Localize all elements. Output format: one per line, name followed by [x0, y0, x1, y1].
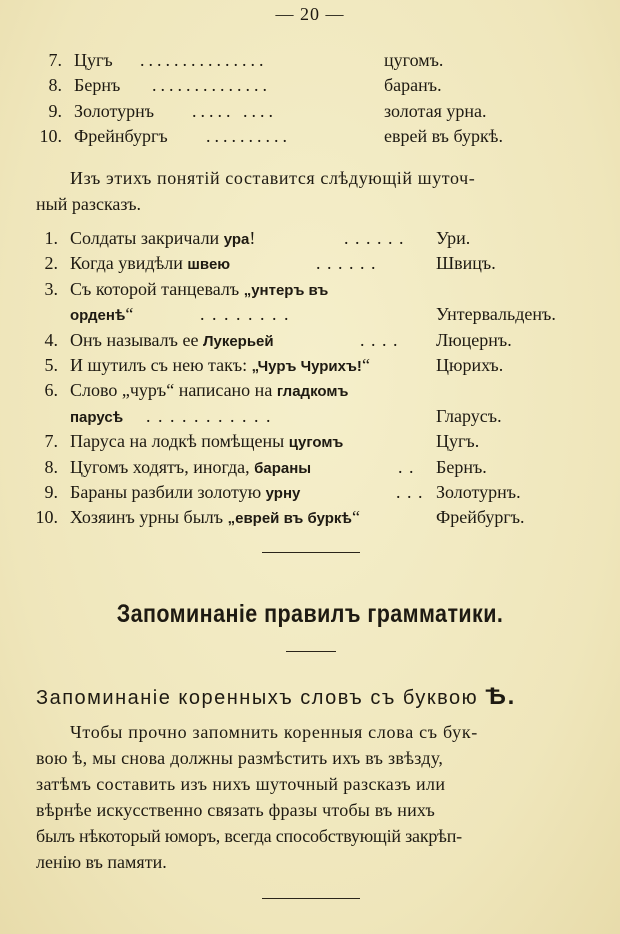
- story-text: [70, 327, 274, 355]
- canton-name: Люцернъ.: [436, 329, 512, 350]
- body-paragraph: [36, 719, 584, 875]
- text-line: ный разсказъ.: [36, 194, 142, 214]
- story-text: [70, 428, 343, 456]
- item-association: еврей въ буркѣ.: [384, 126, 503, 147]
- intro-paragraph: [36, 165, 592, 217]
- subheading-text: Запоминаніе коренныхъ словъ съ буквою: [36, 687, 479, 709]
- canton-name: Золотурнъ.: [436, 482, 521, 502]
- item-number: 7.: [44, 431, 58, 452]
- list-item: [28, 123, 588, 149]
- story-line: [24, 276, 584, 302]
- leader-dots: ...............: [140, 50, 268, 70]
- canton-name: Цюрихъ.: [436, 355, 504, 375]
- story-keyword: „еврей въ буркѣ: [227, 510, 352, 528]
- text-line: затѣмъ составить изъ нихъ шуточный разсказъ или: [36, 774, 446, 794]
- story-text: [70, 250, 230, 278]
- leader-dots: ..........: [206, 126, 291, 147]
- leader-dots: . . . . . . . . . . .: [146, 405, 272, 426]
- story-text: [70, 479, 300, 507]
- text-line: вою ѣ, мы снова должны размѣстить ихъ въ звѣзду,: [36, 748, 444, 768]
- story-keyword: цугомъ: [288, 434, 344, 452]
- story-line: [24, 428, 584, 454]
- leader-dots: ..... ....: [192, 100, 277, 121]
- story-text-plain: Цугомъ ходятъ, иногда,: [70, 456, 255, 477]
- canton-name: Цугъ.: [436, 431, 480, 452]
- story-keyword: „унтеръ въ: [243, 281, 329, 299]
- text-line: былъ нѣкоторый юморъ, всегда способствующій закрѣп-: [36, 826, 462, 846]
- story-text-plain: Солдаты закричали: [70, 228, 224, 248]
- story-text: [70, 454, 311, 482]
- item-number: 1.: [44, 228, 58, 248]
- story-line-continued: [24, 301, 584, 327]
- canton-name: Бернъ.: [436, 456, 487, 477]
- item-number: 9.: [44, 482, 58, 502]
- leader-dots: . . . .: [360, 329, 399, 350]
- item-association: золотая урна.: [384, 100, 487, 121]
- story-keyword: ура: [223, 231, 250, 248]
- story-text-plain: !: [249, 228, 256, 248]
- story-line: [24, 250, 584, 276]
- story-text-plain: Съ которой танцевалъ: [70, 278, 244, 299]
- item-term: Золотурнъ: [74, 100, 155, 121]
- page-number: — 20 —: [275, 4, 345, 24]
- subsection-heading: [36, 683, 516, 711]
- text-line: ленію въ памяти.: [36, 852, 167, 872]
- item-number: 5.: [44, 355, 58, 375]
- list-item: [28, 47, 588, 73]
- item-number: 3.: [44, 278, 58, 299]
- story-text-plain: “: [361, 355, 370, 375]
- story-text: [70, 352, 370, 380]
- list-item: [28, 72, 588, 98]
- story-keyword: урну: [265, 485, 301, 502]
- story-keyword: гладкомъ: [276, 383, 349, 401]
- story-keyword: швею: [187, 256, 231, 274]
- item-number: 8.: [44, 456, 58, 477]
- story-text: [70, 377, 348, 405]
- story-line: [24, 377, 584, 403]
- canton-name: Ури.: [436, 228, 471, 248]
- leader-dots: . .: [398, 456, 415, 477]
- divider: [262, 898, 360, 899]
- story-text-plain: Хозяинъ урны былъ: [70, 507, 228, 528]
- story-line: [24, 504, 584, 530]
- item-number: 7.: [48, 50, 62, 70]
- story-text: [70, 504, 360, 532]
- story-text-plain: Онъ называлъ ее: [70, 329, 203, 350]
- story-line: [24, 454, 584, 480]
- item-term: Фрейнбургъ: [74, 126, 168, 147]
- story-text-plain: Слово „чуръ“ написано на: [70, 380, 277, 401]
- story-line-continued: [24, 403, 584, 429]
- story-line: [24, 327, 584, 353]
- item-association: баранъ.: [384, 75, 442, 96]
- canton-name: Гларусъ.: [436, 405, 502, 426]
- text-line: вѣрнѣе искусственно связать фразы чтобы въ нихъ: [36, 800, 435, 820]
- item-number: 10.: [39, 126, 62, 147]
- item-term: Бернъ: [74, 75, 121, 96]
- item-number: 10.: [35, 507, 58, 528]
- list-item: [28, 98, 588, 124]
- text-line: Изъ этихъ понятій составится слѣдующій шуточ-: [70, 168, 476, 188]
- story-text-plain: “: [125, 304, 134, 325]
- item-number: 6.: [44, 380, 58, 401]
- leader-dots: ..............: [152, 75, 271, 96]
- story-text-plain: Паруса на лодкѣ помѣщены: [70, 431, 289, 452]
- leader-dots: . . . . . .: [344, 228, 405, 248]
- subheading-letter: Ѣ.: [485, 683, 516, 710]
- story-keyword: парусѣ: [70, 408, 124, 426]
- story-text: [70, 276, 328, 304]
- story-text: [70, 403, 123, 431]
- story-keyword: Лукерьей: [202, 332, 274, 350]
- story-text-plain: Бараны разбили золотую: [70, 482, 266, 502]
- story-keyword: орденѣ: [70, 307, 126, 325]
- text-line: Чтобы прочно запомнить коренныя слова съ бук-: [70, 722, 479, 742]
- canton-name: Унтервальденъ.: [436, 304, 556, 325]
- leader-dots: . . . . . .: [316, 253, 377, 274]
- item-term: Цугъ: [74, 50, 113, 70]
- story-line: [24, 225, 584, 251]
- story-text-plain: Когда увидѣли: [70, 253, 188, 274]
- divider: [286, 651, 336, 652]
- leader-dots: . . . . . . . .: [200, 304, 290, 325]
- item-number: 8.: [48, 75, 62, 96]
- story-keyword: „Чуръ Чурихъ!: [251, 358, 362, 375]
- item-association: цугомъ.: [384, 50, 444, 70]
- story-text: [70, 225, 255, 253]
- item-number: 2.: [44, 253, 58, 274]
- story-text-plain: “: [351, 507, 360, 528]
- story-line: [24, 352, 584, 378]
- story-line: [24, 479, 584, 505]
- story-keyword: бараны: [254, 459, 312, 477]
- section-heading: Запоминаніе правилъ грамматики.: [116, 600, 504, 628]
- canton-name: Швицъ.: [436, 253, 496, 274]
- item-number: 4.: [44, 329, 58, 350]
- story-text: [70, 301, 133, 329]
- story-text-plain: И шутилъ съ нею такъ:: [70, 355, 252, 375]
- item-number: 9.: [48, 100, 62, 121]
- leader-dots: . . .: [396, 482, 424, 502]
- divider: [262, 552, 360, 553]
- canton-name: Фрейбургъ.: [436, 507, 525, 528]
